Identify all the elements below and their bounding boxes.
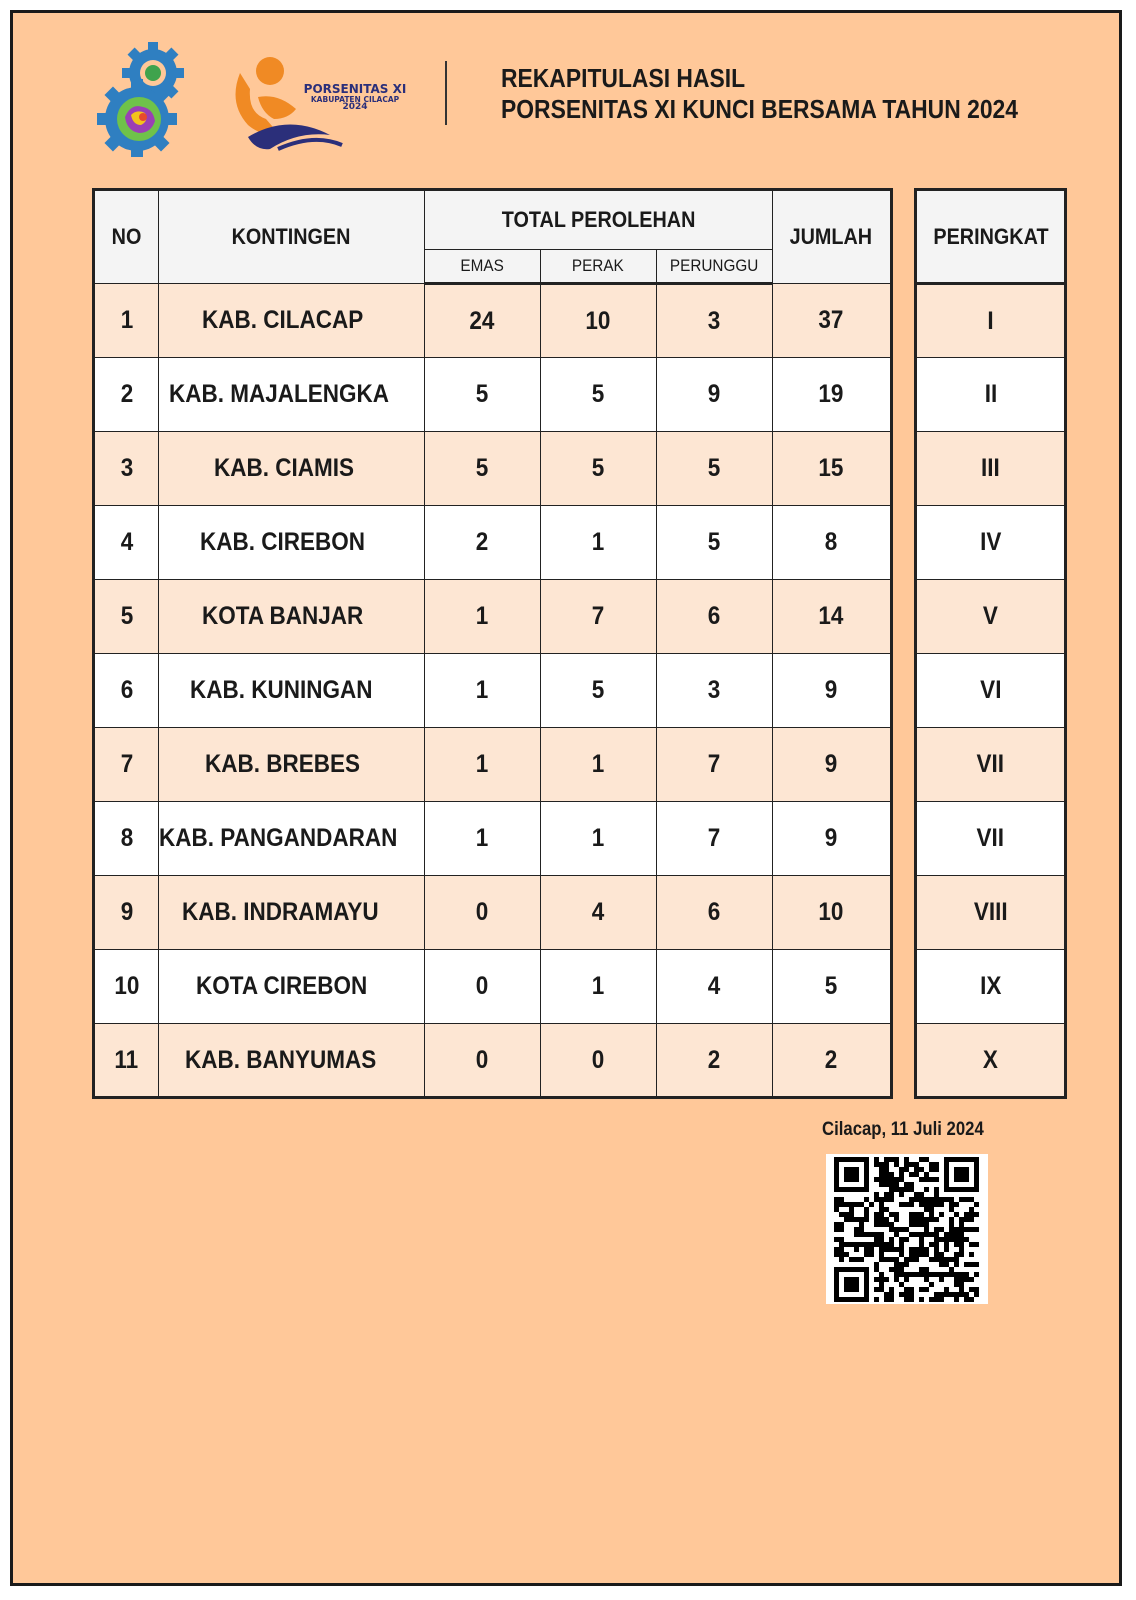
cell-emas: 24 <box>424 284 540 358</box>
header-peringkat: PERINGKAT <box>916 190 1066 284</box>
cell-kontingen: KAB. KUNINGAN <box>159 654 425 728</box>
cell-perak: 5 <box>540 654 656 728</box>
header-perak: PERAK <box>540 250 656 284</box>
cell-perak: 1 <box>540 728 656 802</box>
gear-badge-logo <box>91 37 201 157</box>
cell-peringkat: II <box>916 358 1066 432</box>
cell-kontingen: KAB. CIREBON <box>159 506 425 580</box>
results-table <box>92 188 893 1099</box>
header-emas: EMAS <box>424 250 540 284</box>
cell-perak: 4 <box>540 876 656 950</box>
signature-date: Cilacap, 11 Juli 2024 <box>822 1119 984 1140</box>
cell-kontingen: KAB. CIAMIS <box>159 432 425 506</box>
cell-kontingen: KAB. CILACAP <box>159 284 425 358</box>
table-row <box>94 802 892 876</box>
logo-text-line1: PORSENITAS XI <box>303 82 407 96</box>
cell-perunggu: 7 <box>656 728 772 802</box>
cell-emas: 0 <box>424 1024 540 1098</box>
cell-peringkat: V <box>916 580 1066 654</box>
cell-no: 9 <box>94 876 159 950</box>
table-row <box>916 1024 1066 1098</box>
cell-emas: 0 <box>424 876 540 950</box>
page-title <box>501 63 1018 125</box>
cell-perunggu: 5 <box>656 432 772 506</box>
cell-emas: 1 <box>424 802 540 876</box>
cell-no: 2 <box>94 358 159 432</box>
cell-jumlah: 9 <box>772 654 891 728</box>
table-row <box>916 580 1066 654</box>
table-row <box>94 728 892 802</box>
cell-perunggu: 6 <box>656 580 772 654</box>
logo-text-line2: KABUPATEN CILACAP <box>310 94 400 104</box>
cell-perunggu: 7 <box>656 802 772 876</box>
cell-jumlah: 9 <box>772 802 891 876</box>
cell-jumlah: 8 <box>772 506 891 580</box>
porsenitas-logo-text <box>295 83 415 113</box>
cell-kontingen: KAB. BANYUMAS <box>159 1024 425 1098</box>
cell-perunggu: 4 <box>656 950 772 1024</box>
cell-jumlah: 15 <box>772 432 891 506</box>
cell-no: 1 <box>94 284 159 358</box>
cell-perak: 10 <box>540 284 656 358</box>
table-row <box>916 654 1066 728</box>
cell-no: 5 <box>94 580 159 654</box>
document-page <box>10 10 1122 1586</box>
ranking-table <box>914 188 1067 1099</box>
cell-perak: 1 <box>540 506 656 580</box>
cell-perak: 1 <box>540 802 656 876</box>
table-row <box>94 1024 892 1098</box>
table-row <box>916 876 1066 950</box>
cell-no: 3 <box>94 432 159 506</box>
cell-emas: 1 <box>424 580 540 654</box>
cell-no: 8 <box>94 802 159 876</box>
cell-peringkat: IV <box>916 506 1066 580</box>
cell-perak: 5 <box>540 432 656 506</box>
cell-peringkat: VIII <box>916 876 1066 950</box>
cell-emas: 0 <box>424 950 540 1024</box>
table-row <box>916 284 1066 358</box>
cell-perunggu: 3 <box>656 654 772 728</box>
table-row <box>94 876 892 950</box>
cell-kontingen: KOTA CIREBON <box>159 950 425 1024</box>
cell-peringkat: III <box>916 432 1066 506</box>
cell-no: 4 <box>94 506 159 580</box>
cell-emas: 5 <box>424 432 540 506</box>
cell-no: 7 <box>94 728 159 802</box>
cell-jumlah: 10 <box>772 876 891 950</box>
table-row <box>916 728 1066 802</box>
cell-peringkat: VII <box>916 728 1066 802</box>
cell-perak: 5 <box>540 358 656 432</box>
cell-perunggu: 5 <box>656 506 772 580</box>
cell-emas: 1 <box>424 728 540 802</box>
header-divider <box>445 61 447 125</box>
table-row <box>94 432 892 506</box>
title-line2: PORSENITAS XI KUNCI BERSAMA TAHUN 2024 <box>501 94 1018 124</box>
table-row <box>94 654 892 728</box>
header-kontingen: KONTINGEN <box>159 190 425 284</box>
table-row <box>94 284 892 358</box>
cell-jumlah: 14 <box>772 580 891 654</box>
cell-jumlah: 5 <box>772 950 891 1024</box>
cell-emas: 5 <box>424 358 540 432</box>
cell-peringkat: VI <box>916 654 1066 728</box>
table-row <box>94 358 892 432</box>
header-no: NO <box>94 190 159 284</box>
cell-perunggu: 6 <box>656 876 772 950</box>
table-row <box>916 432 1066 506</box>
cell-peringkat: X <box>916 1024 1066 1098</box>
header-perunggu: PERUNGGU <box>656 250 772 284</box>
cell-kontingen: KAB. BREBES <box>159 728 425 802</box>
cell-emas: 1 <box>424 654 540 728</box>
cell-kontingen: KAB. PANGANDARAN <box>159 802 425 876</box>
cell-peringkat: IX <box>916 950 1066 1024</box>
table-row <box>94 950 892 1024</box>
cell-perak: 1 <box>540 950 656 1024</box>
header-total-perolehan: TOTAL PEROLEHAN <box>424 190 772 250</box>
table-row <box>94 580 892 654</box>
cell-perak: 7 <box>540 580 656 654</box>
title-line1: REKAPITULASI HASIL <box>501 63 746 93</box>
table-row <box>916 802 1066 876</box>
cell-no: 10 <box>94 950 159 1024</box>
cell-perak: 0 <box>540 1024 656 1098</box>
cell-kontingen: KAB. INDRAMAYU <box>159 876 425 950</box>
cell-no: 11 <box>94 1024 159 1098</box>
cell-peringkat: I <box>916 284 1066 358</box>
cell-jumlah: 2 <box>772 1024 891 1098</box>
table-row <box>916 358 1066 432</box>
cell-perunggu: 3 <box>656 284 772 358</box>
cell-jumlah: 37 <box>772 284 891 358</box>
cell-emas: 2 <box>424 506 540 580</box>
header-jumlah: JUMLAH <box>772 190 891 284</box>
table-row <box>94 506 892 580</box>
cell-perunggu: 2 <box>656 1024 772 1098</box>
cell-kontingen: KOTA BANJAR <box>159 580 425 654</box>
table-row <box>916 950 1066 1024</box>
cell-no: 6 <box>94 654 159 728</box>
logo-text-line3: 2024 <box>342 102 368 113</box>
cell-peringkat: VII <box>916 802 1066 876</box>
table-row <box>916 506 1066 580</box>
cell-jumlah: 19 <box>772 358 891 432</box>
cell-perunggu: 9 <box>656 358 772 432</box>
cell-jumlah: 9 <box>772 728 891 802</box>
cell-kontingen: KAB. MAJALENGKA <box>159 358 425 432</box>
qr-code <box>826 1154 988 1304</box>
